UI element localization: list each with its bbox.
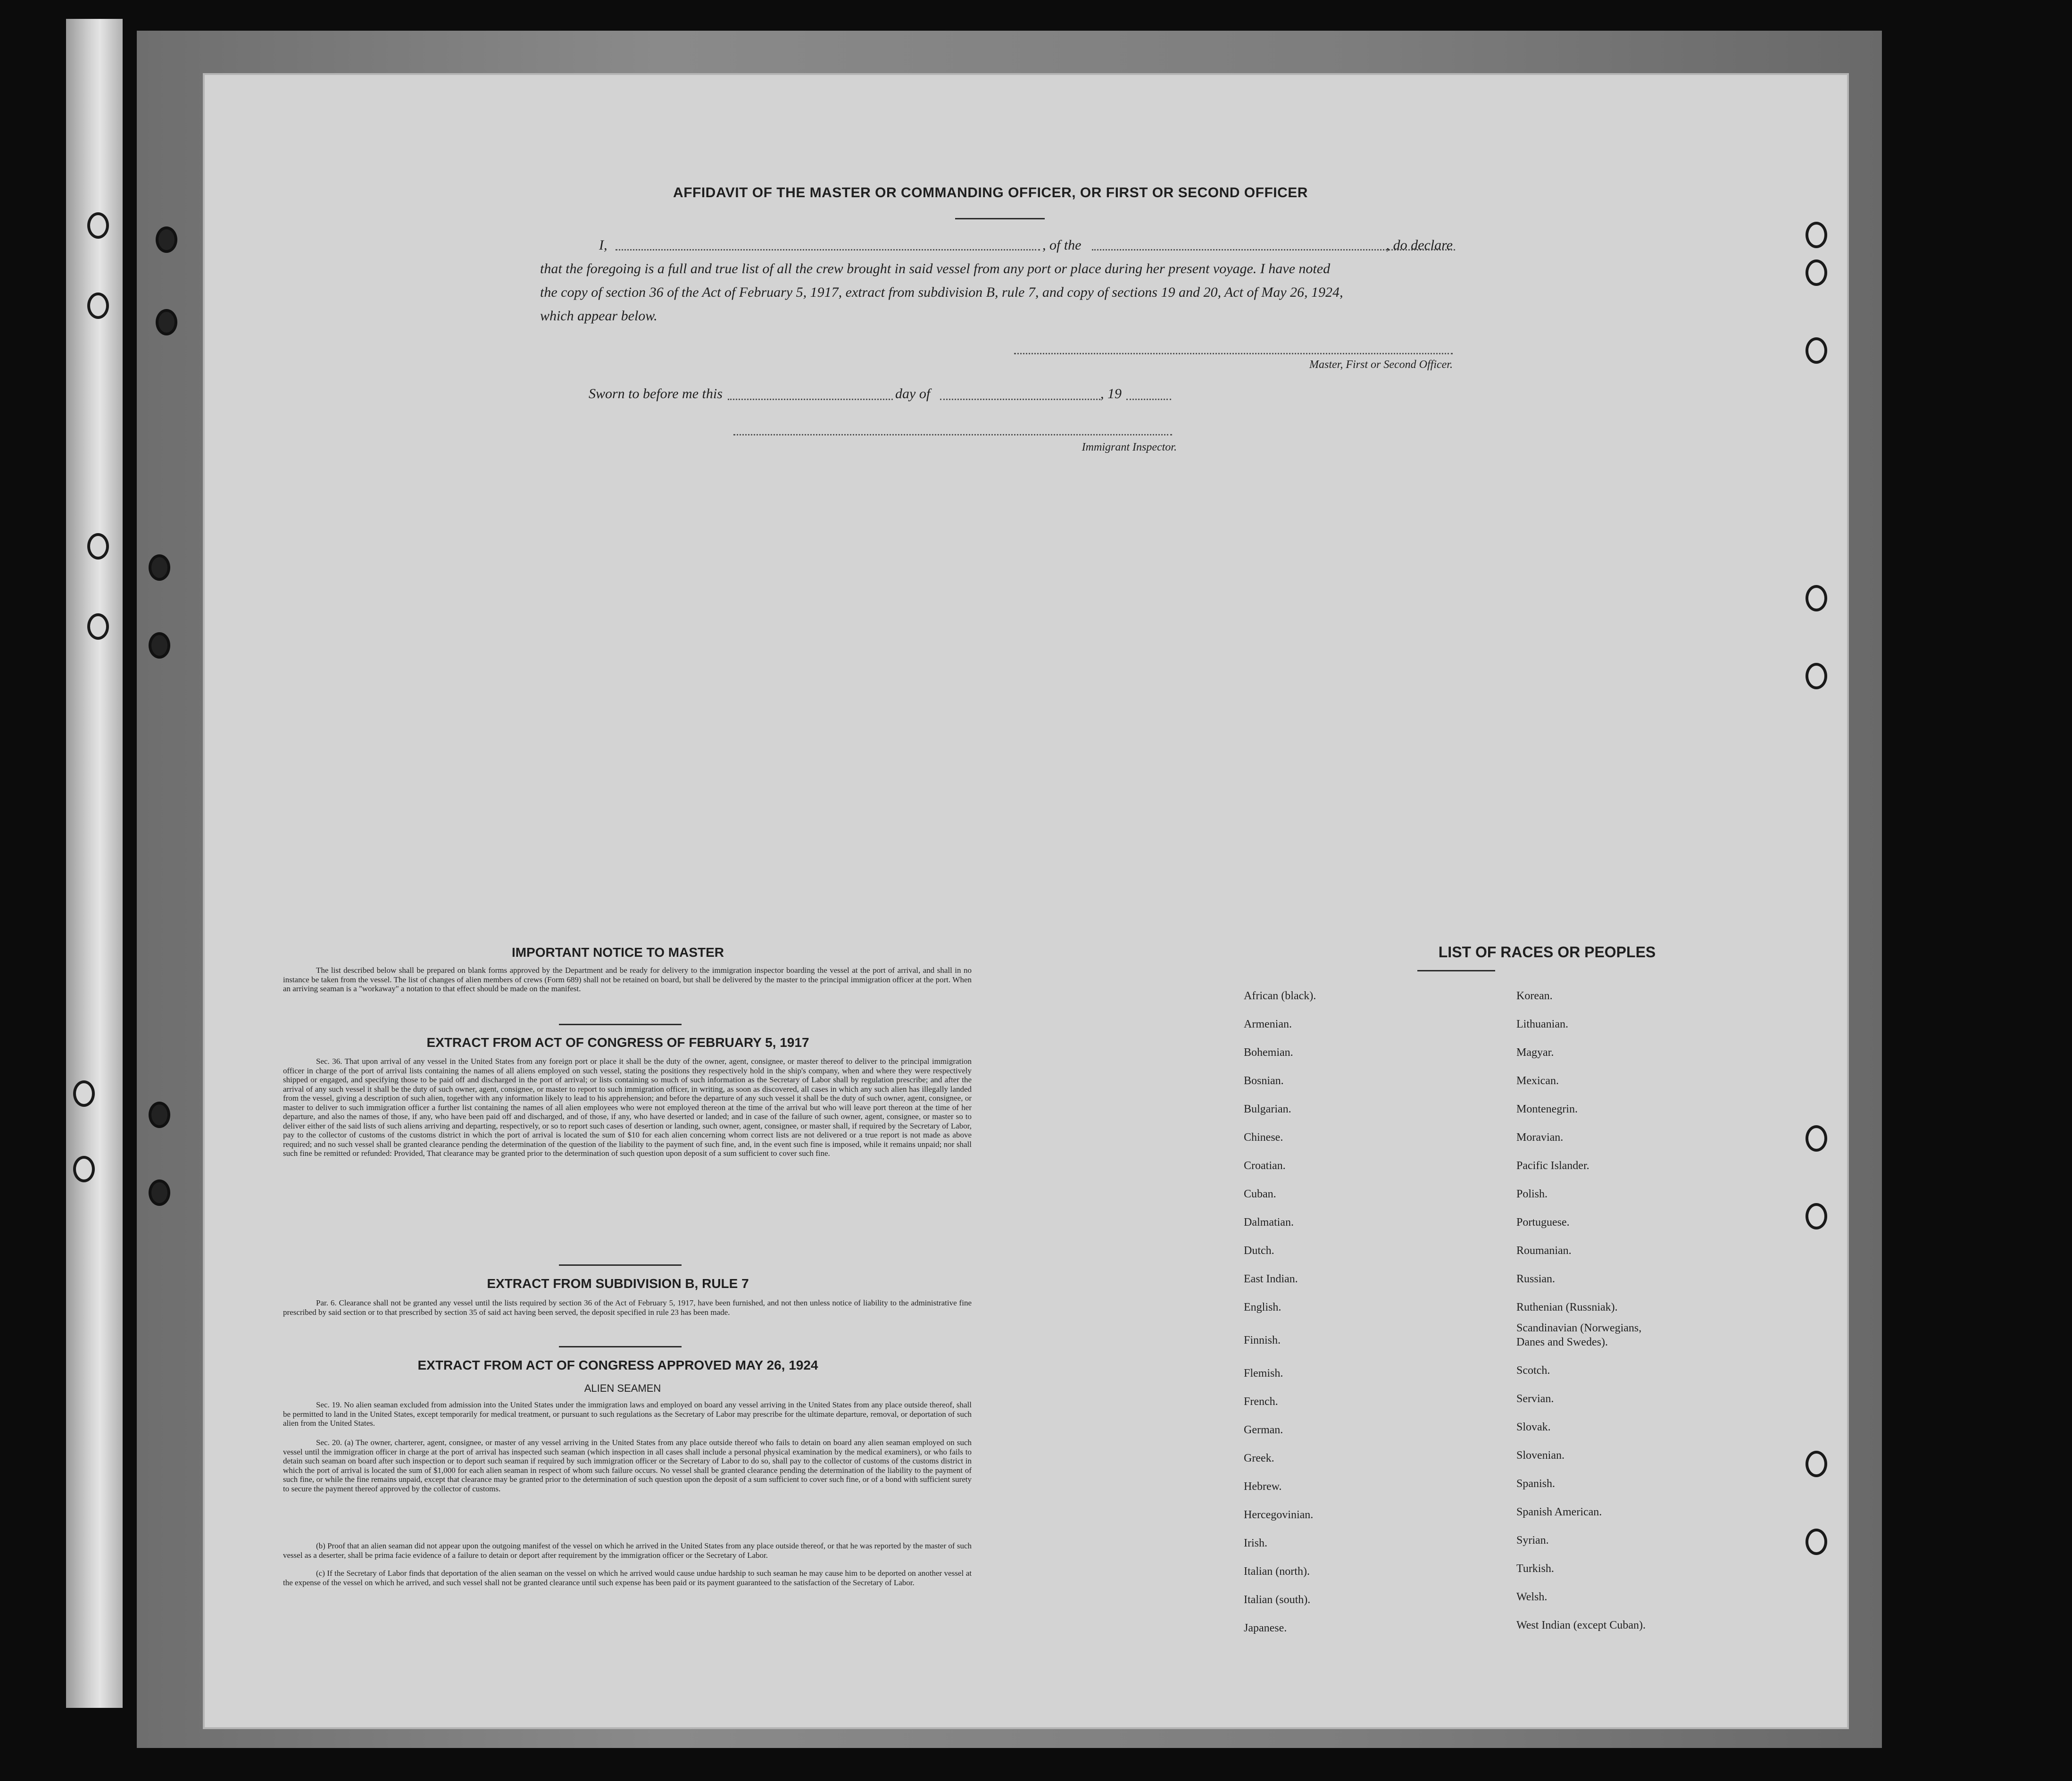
alien-seamen-subtitle: ALIEN SEAMEN: [584, 1382, 661, 1394]
race-item: English.: [1244, 1301, 1281, 1313]
affidavit-line-4: which appear below.: [540, 308, 657, 324]
punch-hole: [1806, 1125, 1827, 1152]
race-item: West Indian (except Cuban).: [1516, 1619, 1646, 1631]
affidavit-i: I,: [599, 237, 607, 253]
race-item: Chinese.: [1244, 1131, 1283, 1144]
divider: [559, 1024, 682, 1025]
race-item: Lithuanian.: [1516, 1018, 1568, 1030]
punch-hole: [1806, 663, 1827, 689]
divider: [559, 1264, 682, 1266]
notice-body: The list described below shall be prepared on blank forms approved by the Department and be ready for delivery to the immigration inspector boarding the vessel at the port of arrival, and shall in no instance be taken from the vessel. The list of changes of alien members of crews (Form 689) shall not be retained on board, but shall be delivered by the master to the principal immigration officer at the port. When an arriving seaman is a "workaway" a notation to that effect should be made on the manifest.: [283, 966, 972, 993]
blank-month: [940, 399, 1100, 400]
sworn-line: [589, 382, 1202, 406]
punch-hole: [87, 533, 109, 560]
divider: [955, 218, 1045, 219]
race-item: Polish.: [1516, 1188, 1548, 1200]
race-item: Scandinavian (Norwegians, Danes and Swedes).: [1516, 1322, 1642, 1348]
notice-title: IMPORTANT NOTICE TO MASTER: [511, 945, 724, 960]
punch-hole: [1806, 1451, 1827, 1477]
race-item: Scotch.: [1516, 1364, 1550, 1377]
race-item: Greek.: [1244, 1452, 1274, 1464]
race-item: Croatian.: [1244, 1160, 1286, 1172]
subdivision-body: Par. 6. Clearance shall not be granted any vessel until the lists required by section 36 of the Act of February 5, 1917, have been furnished, and not then unless notice of liability to the administrative fine prescribed by said section or to that prescribed by section 35 of said act having been served, the deposit specified in rule 23 has been made.: [283, 1298, 972, 1317]
race-item: Portuguese.: [1516, 1216, 1570, 1229]
punch-hole: [149, 1179, 170, 1206]
sec-20a-body: Sec. 20. (a) The owner, charterer, agent, consignee, or master of any vessel arriving in the United States from any place outside thereof who fails to detain on board any alien seaman employed on such vessel until the immigration officer in charge at the port of arrival has inspected such seaman (which inspection in all cases shall include a personal physical examination by the medical examiners), or who fails to detain such seaman on board after such inspection or to deport such seaman if required by such immigration officer or the Secretary of Labor to do so, shall pay to the collector of customs of the customs district in which the port of arrival is located the sum of $1,000 for each alien seaman in respect of whom such failure occurs. No vessel shall be granted clearance pending the determination of the liability to the payment of such fine, or while the fine remains unpaid, except that clearance may be granted prior to the determination of such question upon the deposit of a sum sufficient to cover such fine, or of a bond with sufficient surety to secure the payment thereof approved by the collector of customs.: [283, 1438, 972, 1493]
race-item: Moravian.: [1516, 1131, 1564, 1144]
race-item: Bulgarian.: [1244, 1103, 1291, 1115]
race-item: Irish.: [1244, 1537, 1267, 1549]
punch-hole: [1806, 1203, 1827, 1229]
master-signature-line: [1014, 353, 1453, 354]
affidavit-line-2: that the foregoing is a full and true list of all the crew brought in said vessel from any port or place during her present voyage. I have noted: [540, 261, 1331, 276]
race-item: Flemish.: [1244, 1367, 1283, 1380]
race-item: Servian.: [1516, 1393, 1554, 1405]
race-item: East Indian.: [1244, 1273, 1298, 1285]
divider: [559, 1346, 682, 1347]
punch-hole: [156, 226, 177, 253]
race-item: Cuban.: [1244, 1188, 1276, 1200]
punch-hole: [1806, 259, 1827, 286]
extract-1917-body: Sec. 36. That upon arrival of any vessel in the United States from any foreign port or place it shall be the duty of the owner, agent, consignee, or master thereof to deliver to the principal immigration officer in charge of the port of arrival lists containing the names of all aliens employed on such vessel, stating the positions they respectively hold in the ship's company, when and where they were respectively shipped or engaged, and specifying those to be paid off and discharged in the port of arrival; or lists containing so much of such information as the Secretary of Labor shall by regulation prescribe; and after the arrival of any such vessel it shall be the duty of such owner, agent, consignee, or master to report to such immigration officer, in writing, as soon as discovered, all cases in which any such alien has illegally landed from the vessel, giving a description of such alien, together with any information likely to lead to his apprehension; and before the departure of any such vessel it shall be the duty of such owner, agent, consignee, or master to deliver to such immigration officer a further list containing the names of all alien employees who were not employed thereon at the time of the arrival but who will leave port thereon at the time of her departure, and also the names of those, if any, who have been paid off and discharged, and of those, if any, who have deserted or landed; and in case of the failure of such owner, agent, consignee, or master so to deliver either of the said lists of such aliens arriving and departing, respectively, or so to report such cases of desertion or landing, such owner, agent, consignee, or master shall, if required by the Secretary of Labor, pay to the collector of customs of the customs district in which the port of arrival is located the sum of $10 for each alien concerning whom correct lists are not delivered or a true report is not made as above required; and no such vessel shall be granted clearance pending the determination of the question of the liability to the payment of such fine, and, in the event such fine is imposed, while it remains unpaid; nor shall such fine be remitted or refunded: Provided, That clearance may be granted prior to the determination of such question upon deposit of a sum sufficient to cover such fine.: [283, 1057, 972, 1158]
sec-20c-body: (c) If the Secretary of Labor finds that deportation of the alien seaman on the vessel on which he arrived would cause undue hardship to such seaman he may cause him to be deported on another vessel at the expense of the vessel on which he arrived, and such vessel shall not be granted clearance until such expense has been paid or its payment guaranteed to the satisfaction of the Secretary of Labor.: [283, 1569, 972, 1587]
punch-hole: [1806, 1529, 1827, 1555]
sworn-label: Sworn to before me this: [589, 386, 723, 401]
master-caption: Master, First or Second Officer.: [1309, 359, 1453, 371]
affidavit-do-declare: , do declare: [1386, 237, 1453, 253]
punch-hole: [73, 1156, 95, 1182]
race-item: Bohemian.: [1244, 1046, 1293, 1059]
race-item: Magyar.: [1516, 1046, 1554, 1059]
race-item: Korean.: [1516, 990, 1553, 1002]
sec-20b-body: (b) Proof that an alien seaman did not appear upon the outgoing manifest of the vessel on which he arrived in the United States from any place outside thereof, or that he was reported by the master of such vessel as a deserter, shall be prima facie evidence of a failure to detain or deport after requirement by the immigration officer or the Secretary of Labor.: [283, 1541, 972, 1560]
divider: [1417, 970, 1495, 971]
extract-1917-title: EXTRACT FROM ACT OF CONGRESS OF FEBRUARY 5, 1917: [426, 1035, 809, 1050]
races-title: LIST OF RACES OR PEOPLES: [1438, 944, 1656, 961]
punch-hole: [1806, 585, 1827, 611]
race-item: Armenian.: [1244, 1018, 1292, 1030]
inspector-caption: Immigrant Inspector.: [1082, 441, 1177, 453]
race-item: Turkish.: [1516, 1563, 1554, 1575]
affidavit-line-3: the copy of section 36 of the Act of February 5, 1917, extract from subdivision B, rule 7, and copy of sections 19 and 20, Act of May 26, 1924,: [540, 284, 1343, 300]
punch-hole: [87, 212, 109, 239]
race-item: Russian.: [1516, 1273, 1556, 1285]
affidavit-of-the: , of the: [1042, 237, 1082, 253]
blank-name: [616, 249, 1040, 251]
race-item: Syrian.: [1516, 1534, 1549, 1547]
punch-hole: [87, 613, 109, 640]
race-item: Slovenian.: [1516, 1449, 1564, 1462]
race-item: Italian (north).: [1244, 1565, 1310, 1578]
race-item: Montenegrin.: [1516, 1103, 1578, 1115]
race-item: Spanish American.: [1516, 1506, 1602, 1518]
blank-day: [728, 399, 893, 400]
blank-year: [1126, 399, 1171, 400]
race-item: Dalmatian.: [1244, 1216, 1294, 1229]
race-item: African (black).: [1244, 990, 1316, 1002]
race-item: Bosnian.: [1244, 1075, 1284, 1087]
race-item: Ruthenian (Russniak).: [1516, 1301, 1618, 1313]
extract-1924-title: EXTRACT FROM ACT OF CONGRESS APPROVED MAY 26, 1924: [417, 1358, 818, 1372]
race-item: Pacific Islander.: [1516, 1160, 1589, 1172]
punch-hole: [87, 293, 109, 319]
punch-hole: [73, 1080, 95, 1107]
race-item: Roumanian.: [1516, 1245, 1572, 1257]
race-item: Dutch.: [1244, 1245, 1274, 1257]
race-item: Spanish.: [1516, 1478, 1556, 1490]
race-item: Italian (south).: [1244, 1594, 1311, 1606]
punch-hole: [149, 554, 170, 581]
sec-19-body: Sec. 19. No alien seaman excluded from admission into the United States under the immigration laws and employed on board any vessel arriving in the United States from any place outside thereof, shall be permitted to land in the United States, except temporarily for medical treatment, or pursuant to such regulations as the Secretary of Labor may prescribe for the ultimate departure, removal, or deportation of such alien from the United States.: [283, 1400, 972, 1428]
year-label: , 19: [1100, 386, 1122, 401]
race-item: Japanese.: [1244, 1622, 1287, 1634]
day-of-label: day of: [895, 386, 931, 401]
affidavit-title: AFFIDAVIT OF THE MASTER OR COMMANDING OFFICER, OR FIRST OR SECOND OFFICER: [673, 185, 1308, 201]
race-item: Slovak.: [1516, 1421, 1551, 1433]
race-item: French.: [1244, 1396, 1278, 1408]
inspector-signature-line: [733, 434, 1172, 435]
race-item: Finnish.: [1244, 1334, 1281, 1346]
race-item: German.: [1244, 1424, 1283, 1436]
punch-hole: [1806, 337, 1827, 364]
punch-hole: [149, 1102, 170, 1128]
race-item: Mexican.: [1516, 1075, 1559, 1087]
punch-hole: [149, 632, 170, 659]
punch-hole: [1806, 222, 1827, 248]
race-item: Hebrew.: [1244, 1480, 1282, 1493]
punch-hole: [156, 309, 177, 335]
binding-strip: [66, 19, 123, 1708]
race-item: Hercegovinian.: [1244, 1509, 1314, 1521]
subdivision-title: EXTRACT FROM SUBDIVISION B, RULE 7: [487, 1276, 749, 1291]
race-item: Welsh.: [1516, 1591, 1548, 1603]
